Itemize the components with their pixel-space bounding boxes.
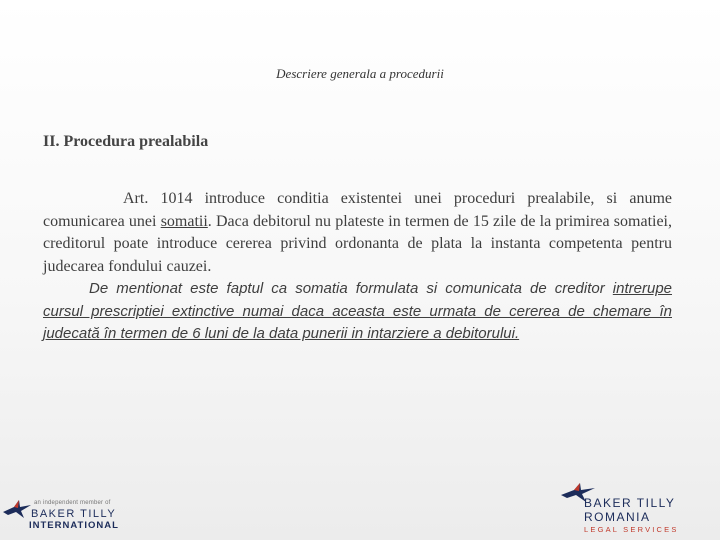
note-underlined-text: intrerupe cursul prescriptiei extinctive numai daca aceasta este urmata de cererea de chemare în judecată în termen de 6 luni de la data punerii in intarziere a debitorului.	[43, 280, 672, 342]
baker-tilly-international-logo	[2, 496, 122, 536]
paragraph-note	[43, 278, 672, 346]
logo-name-line1: BAKER TILLY	[584, 496, 676, 510]
baker-tilly-romania-logo	[560, 482, 690, 538]
paragraph-text-continued: . Daca debitorul nu plateste in termen de 15 zile de la primirea somatiei, creditorul poate introduce cererea privind ordonanta de plata la instanta competenta pentru judecarea fondului cauzei.	[43, 212, 673, 275]
body-text	[43, 188, 672, 346]
paragraph-text: Art. 1014 introduce conditia existentei unei proceduri prealabile, si anume comunicarea unei	[43, 190, 672, 230]
slide-title: Descriere generala a procedurii	[276, 66, 444, 81]
bird-logo-icon	[2, 498, 32, 520]
logo-name-line2: ROMANIA	[584, 510, 651, 524]
paragraph-art-1014	[43, 188, 672, 278]
logo-name-line3: LEGAL SERVICES	[584, 525, 679, 534]
logo-name-line1: BAKER TILLY	[31, 508, 117, 520]
section-heading: II. Procedura prealabila	[43, 133, 209, 150]
underlined-term: somatii	[160, 212, 208, 230]
logo-tagline: an independent member of	[34, 500, 111, 506]
logo-name-line2: INTERNATIONAL	[29, 520, 119, 531]
note-text: De mentionat este faptul ca somatia formulata si comunicata de creditor	[89, 280, 613, 297]
